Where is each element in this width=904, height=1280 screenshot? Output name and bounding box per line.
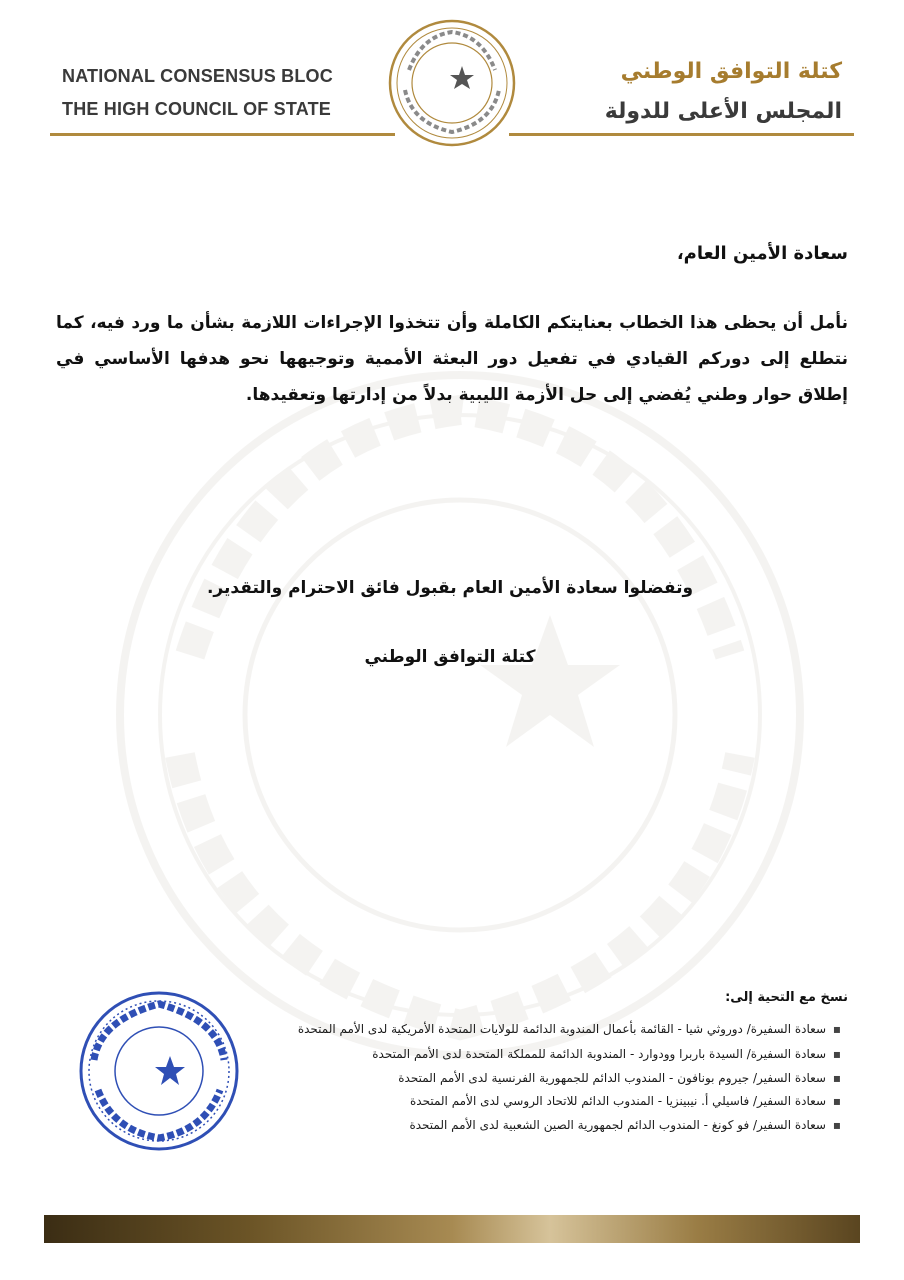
bullet-icon: ▪	[832, 1117, 842, 1132]
list-item	[208, 1043, 848, 1067]
salutation: سعادة الأمين العام،	[676, 243, 848, 264]
footer-bar	[44, 1215, 860, 1243]
header-en-line2: THE HIGH COUNCIL OF STATE	[62, 99, 331, 119]
bullet-icon: ▪	[832, 1047, 842, 1061]
bullet-icon: ▪	[832, 1094, 842, 1108]
copies-header: نسخ مع التحية إلى:	[725, 990, 848, 1005]
copy-recipient: سعادة السفيرة/ السيدة باربرا وودوارد - المندوبة الدائمة للمملكة المتحدة لدى الأمم المتحدة	[372, 1047, 826, 1061]
header-english	[62, 60, 372, 126]
copies-list	[208, 1016, 848, 1137]
header-ar-line1: كتلة التوافق الوطني	[620, 59, 842, 84]
header-divider-right	[509, 133, 854, 136]
copy-recipient: سعادة السفير/ فو كونغ - المندوب الدائم لجمهورية الصين الشعبية لدى الأمم المتحدة	[409, 1117, 826, 1132]
copy-recipient: سعادة السفير/ جيروم بونافون - المندوب الدائم للجمهورية الفرنسية لدى الأمم المتحدة	[398, 1070, 826, 1085]
closing-line: وتفضلوا سعادة الأمين العام بقبول فائق الاحترام والتقدير.	[206, 578, 694, 598]
copy-recipient: سعادة السفيرة/ دوروثي شيا - القائمة بأعمال المندوبة الدائمة للولايات المتحدة الأمريكية لدى الأمم المتحدة	[297, 1022, 826, 1036]
crescent-star-emblem-icon	[387, 18, 517, 148]
bullet-icon: ▪	[832, 1022, 842, 1036]
signature: كتلة التوافق الوطني	[364, 647, 536, 667]
list-item	[208, 1114, 848, 1138]
header-ar-line2: المجلس الأعلى للدولة	[604, 99, 842, 124]
header-divider-left	[50, 133, 395, 136]
bullet-icon: ▪	[832, 1070, 842, 1085]
letter-paragraph: نأمل أن يحظى هذا الخطاب بعنايتكم الكاملة وأن تتخذوا الإجراءات اللازمة بشأن ما ورد فيه، كما نتطلع إلى دوركم القيادي في تفعيل دور البعثة الأممية وتوجيهها نحو هدفها الأساسي في إطلاق حوار وطني يُفضي إلى حل الأزمة الليبية بدلاً من إدارتها وتعقيدها.	[56, 313, 848, 405]
header-en-line1: NATIONAL CONSENSUS BLOC	[62, 66, 333, 86]
crescent-star-stamp-icon	[78, 990, 240, 1152]
list-item	[208, 1067, 848, 1091]
list-item	[208, 1016, 848, 1043]
list-item	[208, 1090, 848, 1114]
emblem-watermark-icon	[110, 365, 810, 1065]
copy-recipient: سعادة السفير/ فاسيلي أ. نيبينزيا - المندوب الدائم للاتحاد الروسي لدى الأمم المتحدة	[410, 1094, 826, 1108]
header-arabic	[542, 52, 842, 132]
